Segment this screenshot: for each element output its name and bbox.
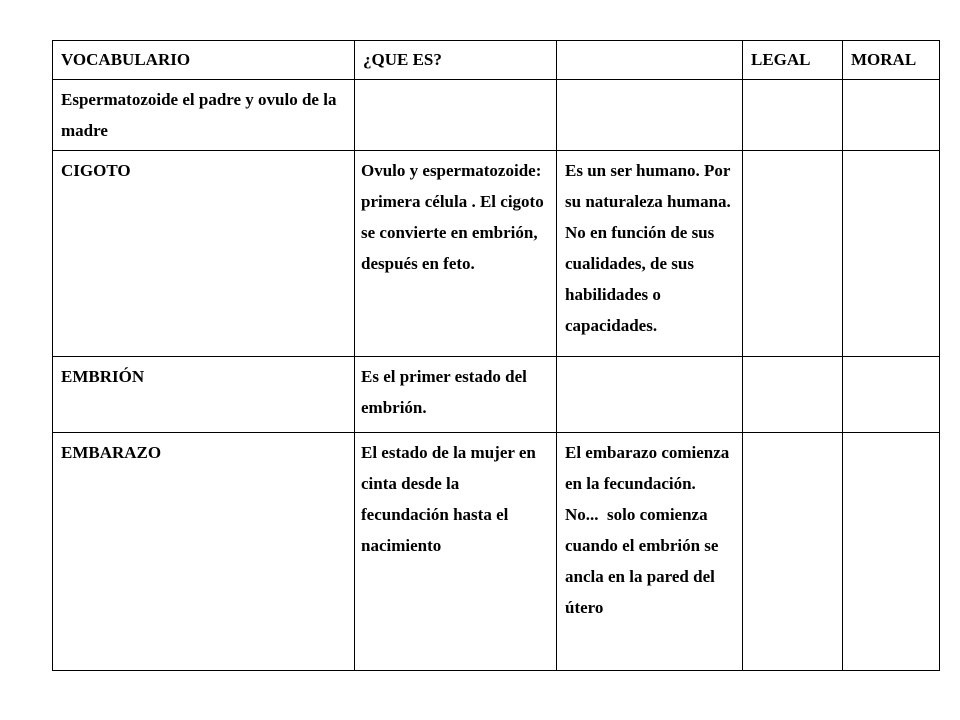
moral-cell: [843, 80, 940, 151]
header-moral: MORAL: [843, 41, 940, 80]
moral-cell: [843, 357, 940, 433]
notes-text: Es un ser humano. Por su naturaleza humana. No en función de sus cualidades, de sus habilidades o capacidades.: [565, 161, 736, 335]
legal-cell: [743, 357, 843, 433]
notes-cell: [557, 151, 743, 357]
notes-text: El embarazo comienza en la fecundación. No... solo comienza cuando el embrión se ancla en la pared del útero: [565, 443, 730, 617]
term-text: EMBARAZO: [61, 443, 162, 462]
term-text: EMBRIÓN: [61, 367, 145, 386]
term-cell: [53, 357, 355, 433]
definition-text: Ovulo y espermatozoide: primera célula . El cigoto se convierte en embrión, después en feto.: [361, 161, 548, 273]
table-header-row: [53, 41, 940, 80]
definition-cell: [355, 433, 557, 671]
definition-cell: [355, 80, 557, 151]
header-legal: LEGAL: [743, 41, 843, 80]
header-que-es: ¿QUE ES?: [355, 41, 557, 80]
term-cell: [53, 151, 355, 357]
term-text: CIGOTO: [61, 161, 131, 180]
notes-cell: [557, 433, 743, 671]
legal-cell: [743, 151, 843, 357]
term-text: Espermatozoide el padre y ovulo de la madre: [61, 90, 341, 140]
term-cell: [53, 433, 355, 671]
definition-text: Es el primer estado del embrión.: [361, 367, 532, 417]
vocabulary-table: [52, 40, 940, 671]
moral-cell: [843, 151, 940, 357]
table-row: [53, 151, 940, 357]
notes-cell: [557, 80, 743, 151]
definition-text: El estado de la mujer en cinta desde la fecundación hasta el nacimiento: [361, 443, 541, 555]
table-row: [53, 80, 940, 151]
legal-cell: [743, 80, 843, 151]
header-blank: [557, 41, 743, 80]
moral-cell: [843, 433, 940, 671]
definition-cell: [355, 151, 557, 357]
notes-cell: [557, 357, 743, 433]
term-cell: [53, 80, 355, 151]
table-row: [53, 433, 940, 671]
definition-cell: [355, 357, 557, 433]
legal-cell: [743, 433, 843, 671]
header-vocabulario: VOCABULARIO: [53, 41, 355, 80]
table-row: [53, 357, 940, 433]
